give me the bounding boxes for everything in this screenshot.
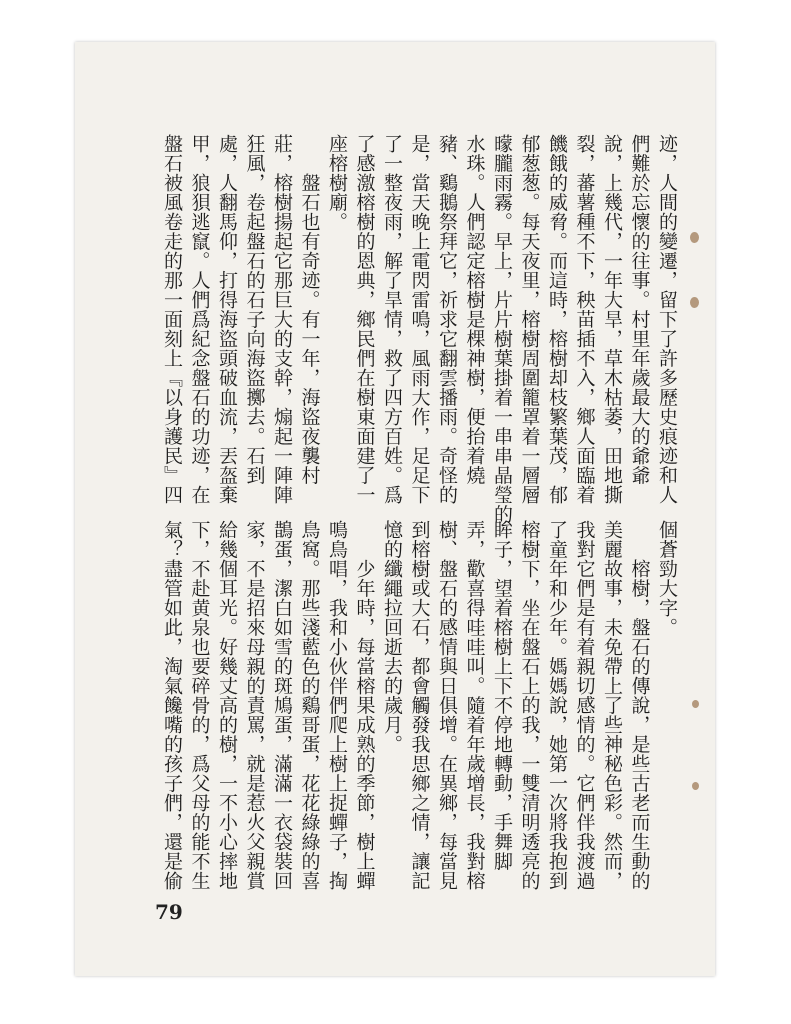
paper-stain xyxy=(692,700,699,708)
text-column: 榕樹，盤石的傳說，是些古老而生動的 xyxy=(628,520,651,891)
text-column: 到榕樹或大石，都會觸發我思鄉之情，讓記 xyxy=(408,520,431,891)
text-column: 甲，狼狽逃竄。人們爲紀念盤石的功迹，在 xyxy=(188,134,211,505)
text-column: 說，上幾代，一年大旱，草木枯萎，田地撕 xyxy=(601,134,623,505)
text-column: 下，不赴黄泉也要碎骨的，爲父母的能不生 xyxy=(188,520,211,891)
text-column: 給幾個耳光。好幾丈高的樹，一不小心摔地 xyxy=(216,520,238,891)
text-column: 盤石也有奇迹。有一年，海盜夜襲村 xyxy=(298,134,321,485)
text-column: 是，當天晚上電閃雷鳴，風雨大作，足足下 xyxy=(408,134,431,505)
text-column: 裂，蕃薯種不下，秧苗插不入，鄉人面臨着 xyxy=(573,134,596,505)
text-column: 榕樹下，坐在盤石上的我，一雙清明透亮的 xyxy=(518,520,541,891)
text-column: 少年時，每當榕果成熟的季節，樹上蟬 xyxy=(353,520,376,891)
text-column: 郁葱葱。每天夜里，榕樹周圍籠罩着一層層 xyxy=(518,134,541,505)
text-column: 個蒼勁大字。 xyxy=(656,520,678,637)
text-column: 處，人翻馬仰，打得海盜頭破血流，丟盔棄 xyxy=(216,134,238,505)
paper-stain xyxy=(690,232,699,243)
text-column: 樹、盤石的感情與日俱增。在異鄉，每當見 xyxy=(436,520,458,891)
text-column: 曚朧雨霧。早上，片片樹葉掛着一串串晶瑩的 xyxy=(491,134,513,524)
text-column: 氣？盡管如此，淘氣饞嘴的孩子們，還是偷 xyxy=(161,520,183,891)
text-column: 弄，歡喜得哇哇叫。隨着年歲增長，我對榕 xyxy=(463,520,486,891)
text-column: 莊，榕樹揚起它那巨大的支幹，煽起一陣陣 xyxy=(271,134,293,505)
text-column: 們難於忘懷的往事。村里年歲最大的爺爺 xyxy=(628,134,651,485)
text-column: 家，不是招來母親的責罵，就是惹火父親賞 xyxy=(243,520,266,891)
text-column: 豬、鷄鵝祭拜它，祈求它翻雲播雨。奇怪的 xyxy=(436,134,458,505)
text-column: 狂風，卷起盤石的石子向海盜擲去。石到 xyxy=(243,134,266,485)
text-column: 眸子，望着榕樹上下不停地轉動，手舞脚 xyxy=(491,520,513,871)
text-column: 迹，人間的變遷，留下了許多歷史痕迹和人 xyxy=(656,134,678,505)
book-page xyxy=(75,42,715,976)
text-column: 饑餓的威脅。而這時，榕樹却枝繁葉茂，郁 xyxy=(546,134,568,505)
upper-text-block xyxy=(157,134,680,524)
text-column: 水珠。人們認定榕樹是棵神樹，便抬着燒 xyxy=(463,134,486,485)
text-column: 美麗故事，未免帶上了些神秘色彩。然而， xyxy=(601,520,623,891)
text-column: 我對它們是有着親切感情的。它們伴我渡過 xyxy=(573,520,596,891)
paper-stain xyxy=(692,782,699,790)
text-column: 了童年和少年。媽媽說，她第一次將我抱到 xyxy=(546,520,568,891)
text-column: 了一整夜雨，解了旱情，救了四方百姓。爲 xyxy=(381,134,403,505)
text-column: 座榕樹廟。 xyxy=(326,134,348,232)
page-number: 79 xyxy=(155,900,183,924)
text-column: 盤石被風卷走的那一面刻上『以身護民』四 xyxy=(161,134,183,505)
text-column: 了感激榕樹的恩典，鄉民們在樹東面建了一 xyxy=(353,134,376,505)
text-column: 憶的纖繩拉回逝去的歲月。 xyxy=(381,520,403,754)
text-column: 鳴鳥唱，我和小伙伴們爬上樹上捉蟬子，掏 xyxy=(326,520,348,891)
text-column: 鳥窩。那些淺藍色的鷄哥蛋，花花綠綠的喜 xyxy=(298,520,321,891)
paper-stain xyxy=(690,297,699,308)
text-column: 鵲蛋，潔白如雪的斑鳩蛋，滿滿一衣袋裝回 xyxy=(271,520,293,891)
lower-text-block xyxy=(157,520,680,891)
